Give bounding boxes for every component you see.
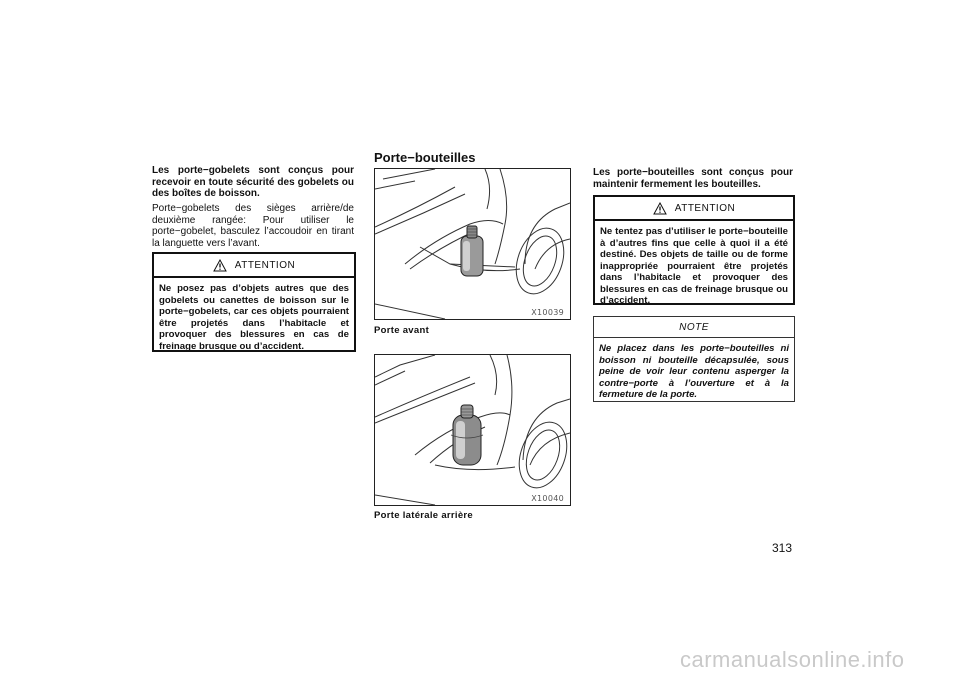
bottle-holder-caution-box: [593, 195, 795, 305]
figure-caption-rear: Porte latérale arrière: [374, 510, 474, 521]
caution-header: [154, 254, 354, 278]
note-text: Ne placez dans les porte−bouteilles ni boisson ni bouteille décapsulée, sous peine de voir leur contenu asperger la contre−porte à l’ouverture et à la fermeture de la porte.: [599, 343, 789, 400]
page-number: 313: [772, 541, 793, 555]
figure-caption-front: Porte avant: [374, 325, 430, 336]
cupholder-intro: Les porte−gobelets sont conçus pour recevoir en toute sécurité des gobelets ou des boîtes de boisson.: [152, 165, 354, 200]
cupholder-caution-box: [152, 252, 356, 352]
figure-code: X10040: [531, 494, 564, 503]
note-box: [593, 316, 795, 402]
rear-door-illustration: [375, 355, 570, 505]
front-door-bottle-holder-figure: [374, 168, 571, 320]
warning-triangle-icon: [213, 259, 227, 272]
section-title: Porte−bouteilles: [374, 150, 476, 165]
watermark-text: carmanualsonline.info: [680, 647, 905, 672]
warning-triangle-icon: [653, 202, 667, 215]
caution-title: ATTENTION: [674, 202, 736, 214]
caution-title: ATTENTION: [234, 259, 296, 271]
bottle-holder-intro: Les porte−bouteilles sont conçus pour maintenir fermement les bouteilles.: [593, 167, 793, 190]
caution-text: Ne posez pas d’objets autres que des gobelets ou canettes de boisson sur le porte−gobelets, car ces objets pourraient être projetés dans l’habitacle et provoquer des blessures en cas de freinage brusque ou d’accident.: [159, 283, 349, 352]
rear-door-bottle-holder-figure: [374, 354, 571, 506]
figure-code: X10039: [531, 308, 564, 317]
caution-text: Ne tentez pas d’utiliser le porte−bouteille à d’autres fins que celle à quoi il a été destiné. Des objets de taille ou de forme inappropriée pourraient être projetés dans l’habitacle et provoquer des blessures en cas de freinage brusque ou d’accident.: [600, 226, 788, 306]
cupholder-usage-text: Porte−gobelets des sièges arrière/de deuxième rangée: Pour utiliser le porte−gobelet, basculez l’accoudoir en tirant la languette vers l’avant.: [152, 203, 354, 249]
caution-header: [595, 197, 793, 221]
note-header: [594, 317, 794, 338]
note-title: NOTE: [679, 321, 709, 333]
front-door-illustration: [375, 169, 570, 319]
